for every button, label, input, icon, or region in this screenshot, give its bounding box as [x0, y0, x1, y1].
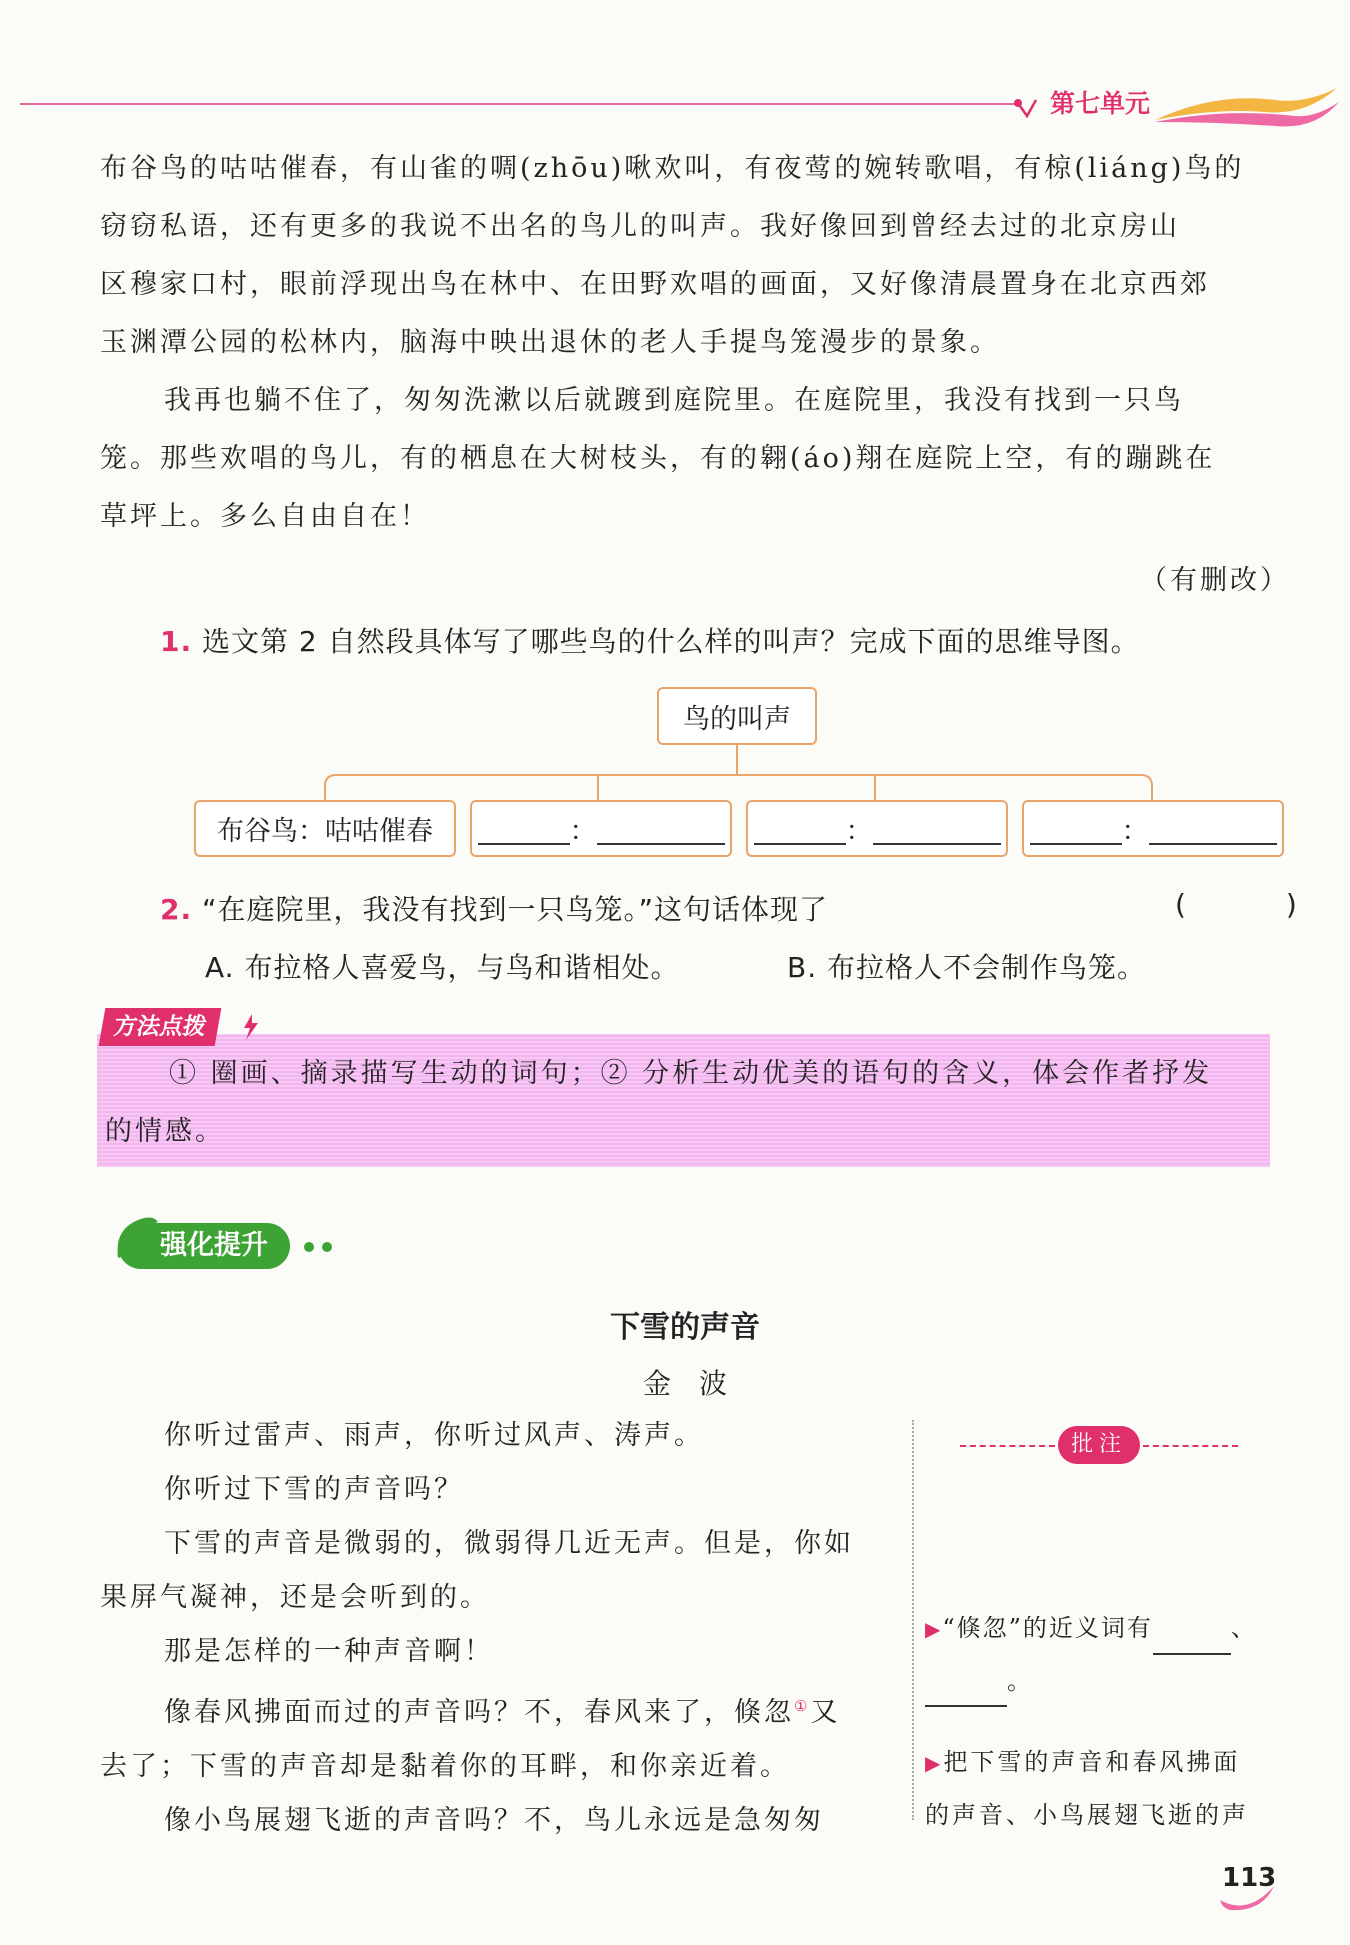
passage-line: 你听过雷声、雨声，你听过风声、涛声。: [164, 1420, 704, 1451]
question-number: 2.: [160, 893, 193, 926]
edit-note: （有删改）: [1140, 565, 1290, 596]
note-rule: [1143, 1445, 1238, 1447]
line-text: 又: [810, 1697, 841, 1728]
footnote-mark: ①: [794, 1697, 811, 1715]
mindmap-leaf-4[interactable]: [1022, 800, 1284, 857]
note-sep: 、: [1230, 1614, 1257, 1642]
note-end: 。: [1007, 1667, 1033, 1695]
passage-line: 去了；下雪的声音却是黏着你的耳畔，和你亲近着。: [100, 1751, 790, 1782]
question-2: [160, 888, 828, 928]
passage-line: [100, 1679, 900, 1740]
article-title: 下雪的声音: [610, 1310, 760, 1345]
note-rule: [960, 1445, 1055, 1447]
question-text: 选文第 2 自然段具体写了哪些鸟的什么样的叫声？完成下面的思维导图。: [202, 625, 1140, 658]
note-line: [925, 1602, 1275, 1655]
annotation-2: [925, 1736, 1275, 1841]
tip-line: ① 圈画、摘录描写生动的词句；② 分析生动优美的语句的含义，体会作者抒发: [169, 1058, 1213, 1089]
passage-line: 窃窃私语，还有更多的我说不出名的鸟儿的叫声。我好像回到曾经去过的北京房山: [100, 211, 1180, 242]
question-number: 1.: [160, 625, 193, 658]
line-text: 像春风拂面而过的声音吗？不，春风来了，倏忽: [164, 1697, 794, 1728]
passage-line: 那是怎样的一种声音啊！: [164, 1636, 494, 1667]
answer-paren[interactable]: ( ): [1175, 888, 1298, 921]
header-rule: [20, 103, 1020, 105]
passage-line: 布谷鸟的咕咕催春，有山雀的啁(zhōu)啾欢叫，有夜莺的婉转歌唱，有椋(liáng)鸟的: [100, 153, 1245, 184]
triangle-icon: ▶: [925, 1617, 943, 1641]
passage-1: [100, 140, 1280, 546]
passage-line: 草坪上。多么自由自在！: [100, 501, 430, 532]
header-swoosh: [1155, 82, 1340, 130]
section-label: 强化提升: [118, 1223, 290, 1269]
mindmap-leaf-2[interactable]: [470, 800, 732, 857]
note-text: “倏忽”的近义词有: [942, 1614, 1153, 1642]
column-divider: [912, 1420, 914, 1820]
passage-line: 下雪的声音是微弱的，微弱得几近无声。但是，你如: [164, 1528, 854, 1559]
answer-blank[interactable]: [1030, 813, 1122, 845]
passage-line: 果屏气凝神，还是会听到的。: [100, 1582, 490, 1613]
question-text: “在庭院里，我没有找到一只鸟笼。”这句话体现了: [202, 893, 829, 926]
page-number: 113: [1222, 1863, 1277, 1893]
dot-icon: [304, 1242, 314, 1252]
mindmap-leaf-3[interactable]: [746, 800, 1008, 857]
triangle-icon: ▶: [925, 1751, 944, 1775]
answer-blank[interactable]: [1153, 1627, 1231, 1655]
unit-title: 第七单元: [1050, 89, 1151, 118]
answer-blank[interactable]: [1149, 813, 1277, 845]
colon: ：: [1121, 816, 1149, 847]
passage-line: 我再也躺不住了，匆匆洗漱以后就踱到庭院里。在庭院里，我没有找到一只鸟: [164, 385, 1184, 416]
note-line: 的声音、小鸟展翅飞逝的声: [925, 1801, 1249, 1829]
answer-blank[interactable]: [873, 813, 1001, 845]
tip-label: 方法点拨: [99, 1008, 222, 1046]
chevron-down-icon: [1010, 94, 1040, 124]
answer-blank[interactable]: [478, 813, 570, 845]
colon: ：: [845, 816, 873, 847]
question-1: [160, 620, 1140, 660]
passage-line: 像小鸟展翅飞逝的声音吗？不，鸟儿永远是急匆匆: [164, 1805, 824, 1836]
tip-text: [105, 1045, 1270, 1161]
annotation-1: [925, 1602, 1275, 1707]
answer-blank[interactable]: [597, 813, 725, 845]
mindmap-root: 鸟的叫声: [657, 687, 817, 745]
tip-line: 的情感。: [105, 1116, 225, 1147]
passage-line: 你听过下雪的声音吗？: [164, 1474, 464, 1505]
annotation-label: 批注: [1058, 1426, 1140, 1464]
note-text: 把下雪的声音和春风拂面: [943, 1748, 1241, 1776]
passage-line: 笼。那些欢唱的鸟儿，有的栖息在大树枝头，有的翱(áo)翔在庭院上空，有的蹦跳在: [100, 443, 1216, 474]
lightning-icon: [238, 1012, 262, 1042]
dot-icon: [322, 1242, 332, 1252]
option-a[interactable]: A. 布拉格人喜爱鸟，与鸟和谐相处。: [205, 951, 680, 984]
option-b[interactable]: B. 布拉格人不会制作鸟笼。: [787, 951, 1147, 984]
mindmap-leaf-1: 布谷鸟：咕咕催春: [194, 800, 456, 857]
passage-line: 玉渊潭公园的松林内，脑海中映出退休的老人手提鸟笼漫步的景象。: [100, 327, 1000, 358]
passage-line: 区穆家口村，眼前浮现出鸟在林中、在田野欢唱的画面，又好像清晨置身在北京西郊: [100, 269, 1210, 300]
article-author: 金 波: [642, 1367, 727, 1400]
note-line: [925, 1655, 1275, 1707]
colon: ：: [569, 816, 597, 847]
answer-blank[interactable]: [754, 813, 846, 845]
page-swoosh: [1218, 1882, 1278, 1916]
note-line: [925, 1736, 1275, 1789]
passage-2: [100, 1409, 900, 1848]
answer-blank[interactable]: [925, 1679, 1007, 1707]
